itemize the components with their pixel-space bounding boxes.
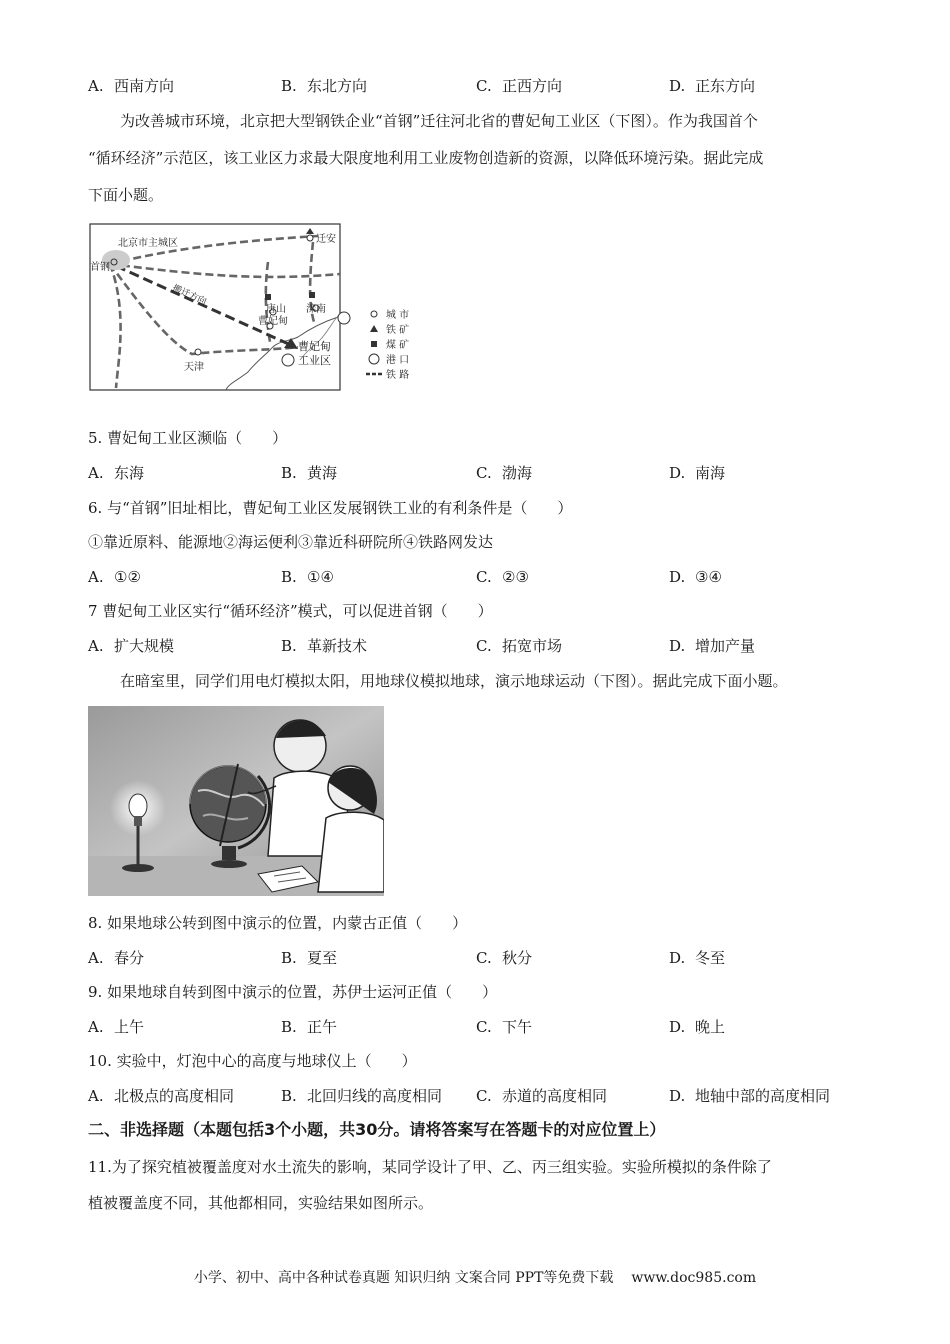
question-11-line2: 植被覆盖度不同，其他都相同，实验结果如图所示。	[88, 1194, 434, 1212]
earth-motion-photo	[88, 706, 384, 896]
option-d: D. 晚上	[669, 1018, 726, 1036]
option-b: B. 北回归线的高度相同	[281, 1087, 443, 1105]
option-c: C. 正西方向	[476, 77, 563, 95]
option-a: A. 北极点的高度相同	[88, 1087, 235, 1105]
option-d: D. 南海	[669, 464, 726, 482]
option-a: A. 扩大规模	[88, 637, 175, 655]
option-a: A. ①②	[88, 568, 141, 586]
intro1-line3: 下面小题。	[88, 186, 164, 204]
question-5: 5. 曹妃甸工业区濒临（ ）	[88, 429, 288, 447]
option-a: A. 春分	[88, 949, 145, 967]
footer-text: 小学、初中、高中各种试卷真题 知识归纳 文案合同 PPT等免费下载	[193, 1270, 614, 1286]
legend-rail: 铁 路	[386, 370, 410, 381]
option-b: B. 夏至	[281, 949, 338, 967]
legend-city: 城 市	[386, 310, 410, 321]
question-6: 6. 与“首钢”旧址相比，曹妃甸工业区发展钢铁工业的有利条件是（ ）	[88, 499, 573, 517]
option-c: C. 下午	[476, 1018, 533, 1036]
q7-options	[88, 635, 888, 657]
question-9: 9. 如果地球自转到图中演示的位置，苏伊士运河正值（ ）	[88, 983, 498, 1001]
q6-options	[88, 566, 888, 588]
option-c: C. 秋分	[476, 949, 533, 967]
legend-port: 港 口	[386, 355, 410, 366]
option-a: A. 上午	[88, 1018, 145, 1036]
footer-site-link[interactable]: www.doc985.com	[631, 1270, 757, 1286]
option-a: A. 东海	[88, 464, 145, 482]
q4-options	[88, 75, 888, 97]
label-tianjin: 天津	[184, 362, 204, 373]
caofeidian-map	[88, 222, 418, 394]
option-b: B. 东北方向	[281, 77, 368, 95]
label-cfd-zone-1: 曹妃甸	[298, 340, 331, 353]
label-direction: 搬迁方向	[170, 283, 208, 308]
label-luannan: 滦南	[306, 304, 326, 315]
legend-iron: 铁 矿	[386, 325, 410, 336]
option-b: B. 革新技术	[281, 637, 368, 655]
option-c: C. 拓宽市场	[476, 637, 563, 655]
question-11-line1: 11.为了探究植被覆盖度对水土流失的影响，某同学设计了甲、乙、丙三组实验。实验所模拟的条件除了	[88, 1158, 772, 1176]
question-10: 10. 实验中，灯泡中心的高度与地球仪上（ ）	[88, 1052, 417, 1070]
option-b: B. 正午	[281, 1018, 338, 1036]
option-a: A. 西南方向	[88, 77, 175, 95]
intro1-line1: 为改善城市环境，北京把大型钢铁企业“首钢”迁往河北省的曹妃甸工业区（下图）。作为我国首个	[120, 112, 758, 130]
intro2: 在暗室里，同学们用电灯模拟太阳，用地球仪模拟地球，演示地球运动（下图）。据此完成下面小题。	[120, 672, 788, 690]
option-d: D. 正东方向	[669, 77, 756, 95]
label-beijing: 北京市主城区	[118, 238, 178, 249]
option-b: B. 黄海	[281, 464, 338, 482]
option-d: D. ③④	[669, 568, 722, 586]
question-6-conditions: ①靠近原料、能源地②海运便利③靠近科研院所④铁路网发达	[88, 533, 494, 551]
option-c: C. 赤道的高度相同	[476, 1087, 608, 1105]
label-qianan: 迁安	[316, 234, 336, 245]
label-caofeidian-city: 曹妃甸	[258, 316, 288, 327]
option-b: B. ①④	[281, 568, 334, 586]
q8-options	[88, 947, 888, 969]
option-d: D. 增加产量	[669, 637, 756, 655]
label-shougang: 首钢	[90, 262, 110, 273]
option-c: C. 渤海	[476, 464, 533, 482]
section-2-heading: 二、非选择题（本题包括3个小题，共30分。请将答案写在答题卡的对应位置上）	[88, 1120, 666, 1139]
option-d: D. 冬至	[669, 949, 726, 967]
question-7: 7 曹妃甸工业区实行“循环经济”模式，可以促进首钢（ ）	[88, 602, 493, 620]
page-footer	[0, 1268, 950, 1288]
q9-options	[88, 1016, 888, 1038]
option-d: D. 地轴中部的高度相同	[669, 1087, 831, 1105]
question-8: 8. 如果地球公转到图中演示的位置，内蒙古正值（ ）	[88, 914, 468, 932]
intro1-line2: “循环经济”示范区，该工业区力求最大限度地利用工业废物创造新的资源，以降低环境污染。据此完成	[88, 149, 764, 167]
legend-coal: 煤 矿	[386, 340, 410, 351]
label-cfd-zone-2: 工业区	[298, 354, 331, 367]
q10-options	[88, 1085, 888, 1107]
q5-options	[88, 462, 888, 484]
option-c: C. ②③	[476, 568, 529, 586]
label-tangshan: 唐山	[266, 304, 286, 315]
